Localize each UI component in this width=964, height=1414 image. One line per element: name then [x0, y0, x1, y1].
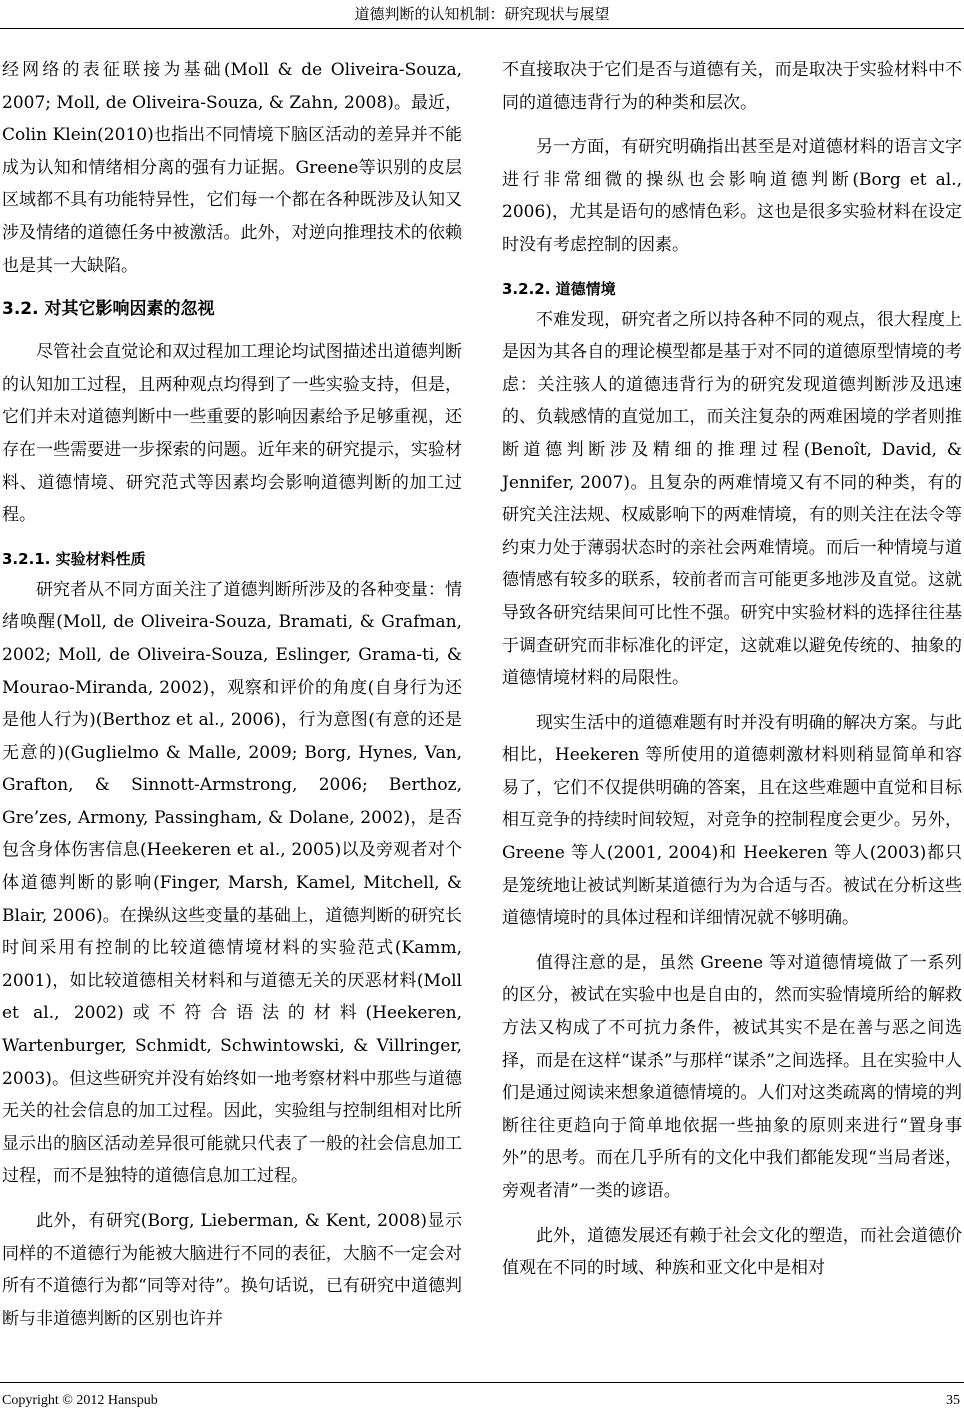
header-rule — [0, 28, 964, 29]
paragraph: 此外，道德发展还有赖于社会文化的塑造，而社会道德价值观在不同的时域、种族和亚文化中是相对 — [502, 1225, 962, 1279]
page-number: 35 — [946, 1393, 960, 1408]
paragraph: 不直接取决于它们是否与道德有关，而是取决于实验材料中不同的道德违背行为的种类和层次。 — [502, 60, 962, 113]
section-heading: 3.2. 对其它影响因素的忽视 — [2, 299, 215, 320]
footer-rule — [0, 1382, 964, 1383]
left-column — [2, 54, 462, 1335]
subsection-heading: 3.2.2. 道德情境 — [502, 279, 616, 298]
paragraph: 经网络的表征联接为基础(Moll & de Oliveira-Souza, 2007; Moll, de Oliveira-Souza, & Zahn, 2008)。最近，Colin Klein(2010)也指出不同情境下脑区活动的差异并不能成为认知和情绪相分离的强有力证据。Greene等识别的皮层区域都不具有功能特异性，它们每一个都在各种既涉及认知又涉及情绪的道德任务中被激活。此外，对逆向推理技术的依赖也是其一大缺陷。 — [2, 60, 462, 276]
right-column — [502, 54, 962, 1285]
subsection-heading: 3.2.1. 实验材料性质 — [2, 549, 146, 568]
paragraph: 现实生活中的道德难题有时并没有明确的解决方案。与此相比，Heekeren 等所使用的道德刺激材料则稍显简单和容易了，它们不仅提供明确的答案，且在这些难题中直觉和目标相互竞争的持续时间较短，对竞争的控制程度会更少。另外，Greene 等人(2001, 2004)和 Heekeren 等人(2003)都只是笼统地让被试判断某道德行为为合适与否。被试在分析这些道德情境时的具体过程和详细情况就不够明确。 — [502, 712, 962, 929]
running-header-title: 道德判断的认知机制：研究现状与展望 — [354, 5, 610, 23]
paragraph: 值得注意的是，虽然 Greene 等对道德情境做了一系列的区分，被试在实验中也是自由的，然而实验情境所给的解救方法又构成了不可抗力条件，被试其实不是在善与恶之间选择，而是在这样“谋杀”与那样“谋杀”之间选择。且在实验中人们是通过阅读来想象道德情境的。人们对这类疏离的情境的判断往往更趋向于简单地依据一些抽象的原则来进行“置身事外”的思考。而在几乎所有的文化中我们都能发现“当局者迷，旁观者清”一类的谚语。 — [502, 952, 962, 1201]
paragraph: 研究者从不同方面关注了道德判断所涉及的各种变量：情绪唤醒(Moll, de Oliveira-Souza, Bramati, & Grafman, 2002; Moll, de Oliveira-Souza, Eslinger, Grama-ti, & Mourao-Miranda, 2002)，观察和评价的角度(自身行为还是他人行为)(Berthoz et al., 2006)，行为意图(有意的还是无意的)(Guglielmo & Malle, 2009; Borg, Hynes, Van, Grafton, & Sinnott-Armstrong, 2006; Berthoz, Gre’zes, Armony, Passingham, & Dolane, 2002)，是否包含身体伤害信息(Heekeren et al., 2005)以及旁观者对个体道德判断的影响(Finger, Marsh, Kamel, Mitchell, & Blair, 2006)。在操纵这些变量的基础上，道德判断的研究长时间采用有控制的比较道德情境材料的实验范式(Kamm, 2001)，如比较道德相关材料和与道德无关的厌恶材料(Moll et al., 2002)或不符合语法的材料(Heekeren, Wartenburger, Schmidt, Schwintowski, & Villringer, 2003)。但这些研究并没有始终如一地考察材料中那些与道德无关的社会信息的加工过程。因此，实验组与控制组相对比所显示出的脑区活动差异很可能就只代表了一般的社会信息加工过程，而不是独特的道德信息加工过程。 — [2, 579, 462, 1187]
footer-copyright: Copyright © 2012 Hanspub — [2, 1393, 158, 1408]
paragraph: 尽管社会直觉论和双过程加工理论均试图描述出道德判断的认知加工过程，且两种观点均得到了一些实验支持，但是，它们并未对道德判断中一些重要的影响因素给予足够重视，还存在一些需要进一步探索的问题。近年来的研究提示，实验材料、道德情境、研究范式等因素均会影响道德判断的加工过程。 — [2, 342, 462, 526]
paragraph: 此外，有研究(Borg, Lieberman, & Kent, 2008)显示同样的不道德行为能被大脑进行不同的表征，大脑不一定会对所有不道德行为都“同等对待”。换句话说，已有研究中道德判断与非道德判断的区别也许并 — [2, 1211, 462, 1329]
paragraph: 另一方面，有研究明确指出甚至是对道德材料的语言文字进行非常细微的操纵也会影响道德判断(Borg et al., 2006)，尤其是语句的感情色彩。这也是很多实验材料在设定时没有考虑控制的因素。 — [502, 137, 962, 255]
paragraph: 不难发现，研究者之所以持各种不同的观点，很大程度上是因为其各自的理论模型都是基于对不同的道德原型情境的考虑：关注骇人的道德违背行为的研究发现道德判断涉及迅速的、负载感情的直觉加工，而关注复杂的两难困境的学者则推断道德判断涉及精细的推理过程(Benoît, David, & Jennifer, 2007)。且复杂的两难情境又有不同的种类，有的研究关注法规、权威影响下的两难情境，有的则关注在法令等约束力处于薄弱状态时的亲社会两难情境。而后一种情境与道德情感有较多的联系，较前者而言可能更多地涉及直觉。这就导致各研究结果间可比性不强。研究中实验材料的选择往往基于调查研究而非标准化的评定，这就难以避免传统的、抽象的道德情境材料的局限性。 — [502, 309, 962, 689]
